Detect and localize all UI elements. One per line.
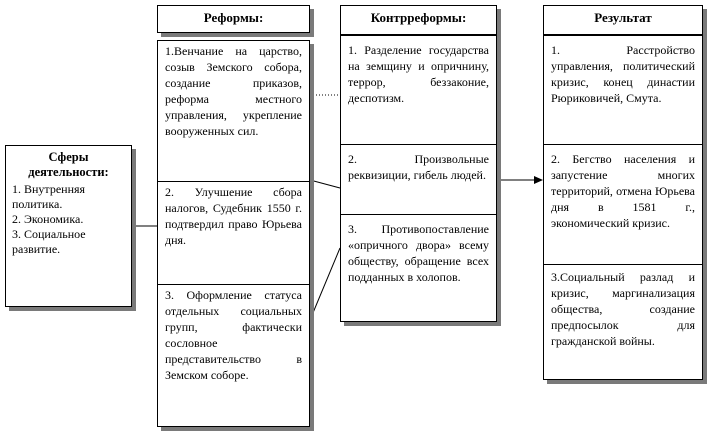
result-cell-1: 1. Расстройство управления, политический кризис, конец династии Рюриковичей, Смута. [551, 43, 695, 105]
arrow-head-icon [534, 176, 543, 184]
result-cell-2: 2. Бегство населения и запустение многих территорий, отмена Юрьева дня в 1581 г., экономический кризис. [544, 144, 702, 264]
connector-reforms-counter-3 [310, 248, 340, 320]
reforms-box [157, 40, 310, 427]
reforms-cell-3: 3. Оформление статуса отдельных социальных групп, фактически сословное представительство в Земском соборе. [158, 284, 309, 426]
counter-cell-3: 3. Противопоставление «опричного двора» всему обществу, обращение всех подданных в холопов. [341, 214, 496, 321]
connector-reforms-counter-2 [310, 180, 340, 188]
spheres-list [12, 182, 125, 257]
reforms-cell-2: 2. Улучшение сбора налогов, Судебник 1550 г. подтвердил право Юрьева дня. [158, 181, 309, 284]
reforms-cell-1: 1.Венчание на царство, созыв Земского собора, создание приказов, реформа местного управления, укрепление вооруженных сил. [165, 44, 302, 138]
spheres-item: 3. Социальное развитие. [12, 227, 86, 256]
spheres-box [5, 145, 132, 307]
reforms-header: Реформы: [203, 10, 264, 25]
counter-header-box [340, 5, 497, 35]
counter-cell-1: 1. Разделение государства на земщину и опричнину, террор, беззаконие, деспотизм. [348, 43, 489, 105]
spheres-item: 1. Внутренняя политика. [12, 182, 86, 211]
counter-header: Контрреформы: [370, 10, 467, 25]
result-header: Результат [594, 10, 652, 25]
reforms-header-box [157, 5, 310, 33]
result-box [543, 35, 703, 380]
result-cell-3: 3.Социальный разлад и кризис, маргинализация общества, создание предпосылок для гражданской войны. [544, 264, 702, 379]
spheres-item: 2. Экономика. [12, 212, 84, 226]
counter-box [340, 35, 497, 322]
result-header-box [543, 5, 703, 35]
counter-cell-2: 2. Произвольные реквизиции, гибель людей. [341, 144, 496, 214]
spheres-title: Сферы деятельности: [28, 150, 109, 179]
